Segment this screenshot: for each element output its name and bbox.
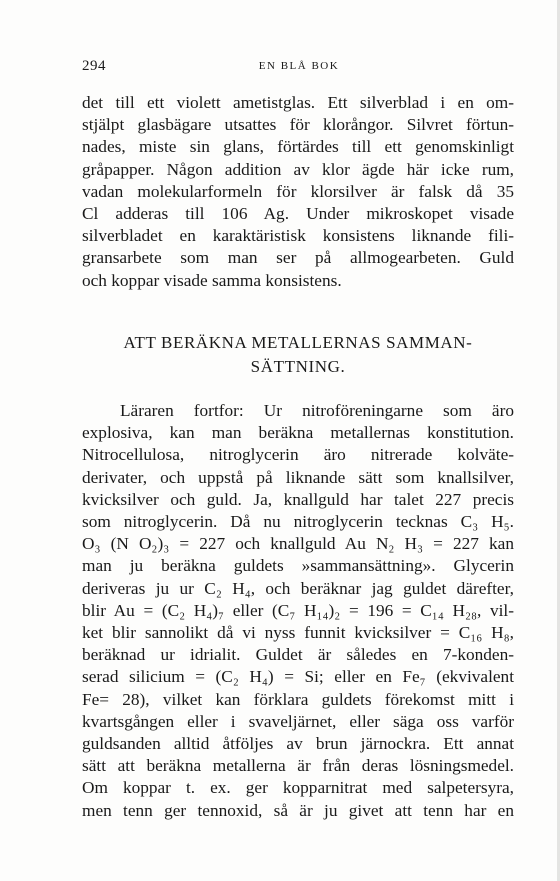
text-line: kvartsgången eller i svaveljärnet, eller säga oss varför [82, 711, 514, 731]
text-line: kvicksilver och guld. Ja, knallguld har talet 227 precis [82, 489, 514, 509]
text-line: derivater, och uppstå på liknande sätt som knallsilver, [82, 467, 514, 487]
section-heading-line: SÄTTNING. [250, 357, 346, 376]
text-line: det till ett violett ametistglas. Ett silverblad i en om- [82, 93, 514, 112]
text-line: men tenn ger tennoxid, så är ju givet att tenn har en [82, 800, 514, 820]
section-heading-line: ATT BERÄKNA METALLERNAS SAMMAN- [123, 333, 473, 352]
text-line: beräknad ur idrialit. Guldet är således en 7-konden- [82, 645, 514, 665]
text-line: och koppar visade samma konsistens. [82, 270, 342, 290]
page-number: 294 [82, 58, 106, 74]
page-header [82, 58, 516, 80]
paragraph-2 [82, 400, 514, 822]
text-line: Cl adderas till 106 Ag. Under mikroskopet visade [82, 204, 514, 224]
section-heading [82, 331, 514, 379]
text-line: O₃ (N O₂)₃ = 227 och knallguld Au N₂ H₃ = 227 kan [82, 534, 514, 554]
text-line: Fe= 28), vilket kan förklara guldets förekomst mitt i [82, 689, 514, 709]
text-line: ket blir sannolikt då vi nyss funnit kvicksilver = C₁₆ H₈, [82, 623, 514, 643]
text-line: som nitroglycerin. Då nu nitroglycerin tecknas C₃ H₅. [82, 512, 514, 532]
text-line: gransarbete som man ser på allmogearbeten. Guld [82, 248, 514, 268]
text-line: blir Au = (C₂ H₄)₇ eller (C₇ H₁₄)₂ = 196 = C₁₄ H₂₈, vil- [82, 600, 514, 620]
text-line: Nitrocellulosa, nitroglycerin äro nitrerade kolväte- [82, 445, 514, 465]
text-line: stjälpt glasbägare utsattes för klorångor. Silvret förtun- [82, 115, 514, 135]
text-line: guldsanden alltid åtföljes av brun järnockra. Ett annat [82, 734, 514, 754]
text-line: Om koppar t. ex. ger kopparnitrat med salpetersyra, [82, 778, 514, 798]
running-title: EN BLÅ BOK [258, 60, 340, 72]
paragraph-1 [82, 92, 514, 292]
text-line: man ju beräkna guldets »sammansättning». Glycerin [82, 556, 514, 576]
text-line: deriveras ju ur C₂ H₄, och beräknar jag guldet därefter, [82, 578, 514, 598]
text-line: gråpapper. Någon addition av klor ägde här icke rum, [82, 159, 514, 179]
text-line: nades, miste sin glans, förtärdes till ett genomskinligt [82, 137, 514, 157]
text-line: explosiva, kan man beräkna metallernas konstitution. [82, 423, 514, 443]
text-line: vadan molekularformeln för klorsilver är falsk då 35 [82, 181, 514, 201]
text-line: serad silicium = (C₂ H₄) = Si; eller en Fe₇ (ekvivalent [82, 667, 514, 687]
text-line: Läraren fortfor: Ur nitroföreningarne som äro [120, 401, 514, 420]
text-line: sätt att beräkna metallerna är från deras lösningsmedel. [82, 756, 514, 776]
text-line: silverbladet en karaktäristisk konsistens liknande fili- [82, 226, 514, 246]
